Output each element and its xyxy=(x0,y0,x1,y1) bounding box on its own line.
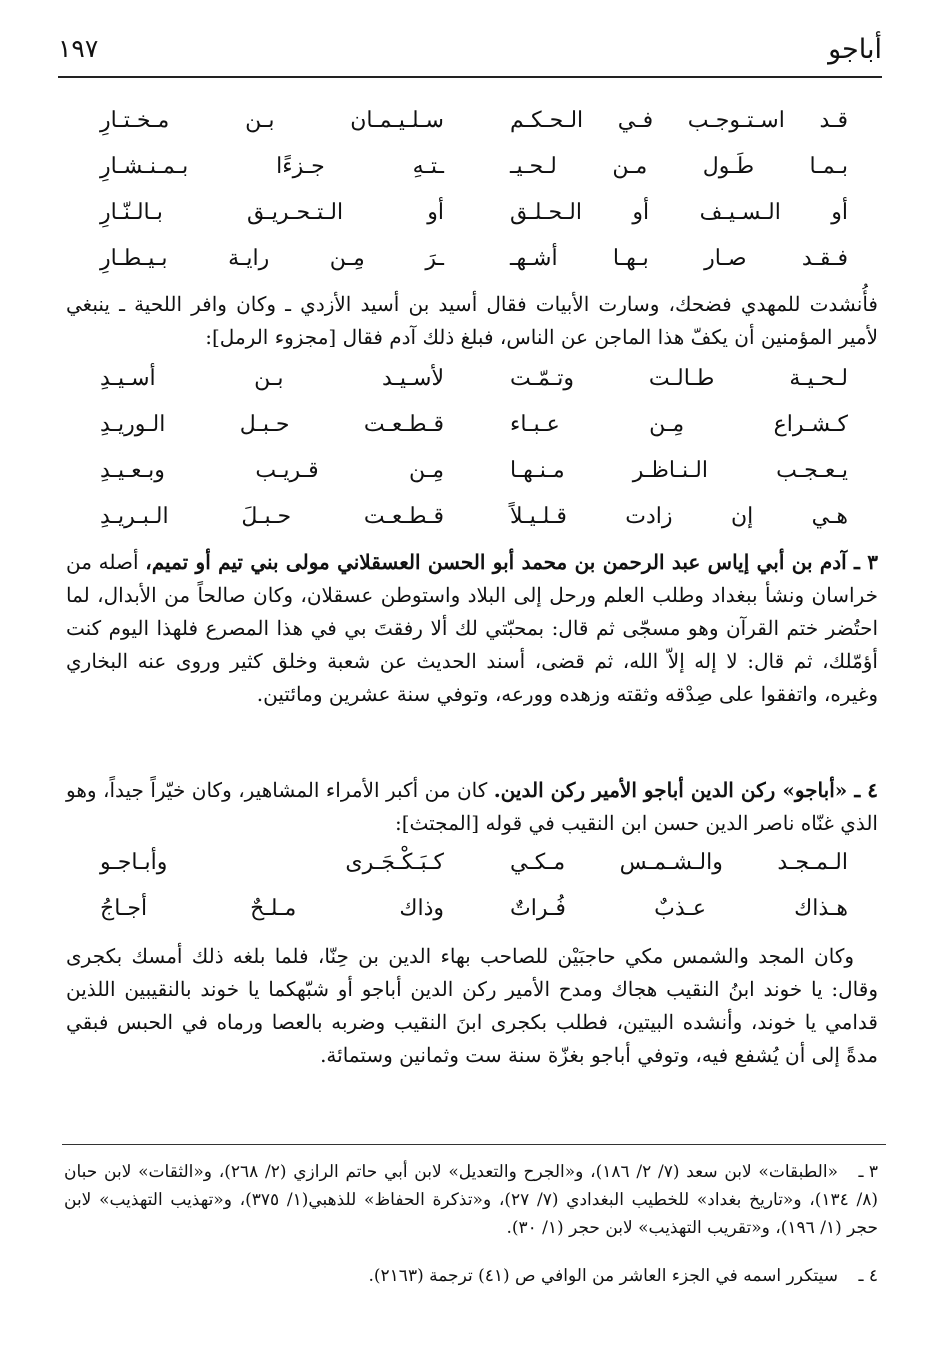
footnote-separator xyxy=(62,1144,886,1145)
entry-4 xyxy=(66,774,878,840)
verse-first-hemistich: هـذاك عـذبٌ فُـراتٌ xyxy=(510,896,848,921)
entry-3 xyxy=(66,546,878,711)
poem-block-2 xyxy=(100,366,848,550)
verse-line xyxy=(100,200,848,246)
footnote-number: ٣ ـ xyxy=(858,1162,878,1182)
footnote-text: «الطبقات» لابن سعد (٧/ ٢/ ١٨٦)، و«الجرح والتعديل» لابن أبي حاتم الرازي (٢/ ٢٦٨)، و«الثقات» لابن حبان (٨/ ١٣٤)، و«تاريخ بغداد» للخطيب البغدادي (٧/ ٢٧)، و«تذكرة الحفاظ» للذهبي(١/ ٣٧٥)، و«تهذيب التهذيب» لابن حجر (١/ ١٩٦)، و«تقريب التهذيب» لابن حجر (١/ ٣٠). xyxy=(64,1162,878,1238)
verse-second-hemistich: ـرَ مِـن رايـة بـيـطـارِ xyxy=(100,246,444,271)
verse-line xyxy=(100,246,848,292)
verse-first-hemistich: يـعـجـب الـنـاظـر مـنـهـا xyxy=(510,458,848,483)
verse-line xyxy=(100,896,848,942)
verse-second-hemistich: وذاك مـلـحٌ أجـاجُ xyxy=(100,896,444,921)
footnote-4 xyxy=(64,1262,878,1290)
paragraph-story: وكان المجد والشمس مكي حاجبَيْن للصاحب بهاء الدين بن حِنّا، فلما بلغه ذلك أمسك بكجرى وقال: يا خوند ابنُ النقيب هجاك ومدح الأمير ركن الدين أباجو أو شبّهكما يا خوند بالنقيبين اللذين قدامي يا خوند، وأنشده البيتين، فطلب بكجرى ابنَ النقيب وضربه بالعصا ورماه في الحبس فبقي مدةً إلى أن يُشفع فيه، وتوفي أباجو بغزّة سنة ست وثمانين وستمائة. xyxy=(66,944,878,1067)
verse-second-hemistich: كـبَـكْـجَـرى وأبـاجـو xyxy=(100,850,444,875)
verse-first-hemistich: الـمـجـد والـشـمـس مـكـي xyxy=(510,850,848,875)
verse-first-hemistich: أو الـسـيـف أو الـحـلـق xyxy=(510,200,848,225)
verse-second-hemistich: ـتـهِ جـزءًا بـمـنـشـارِ xyxy=(100,154,444,179)
verse-line xyxy=(100,412,848,458)
verse-line xyxy=(100,850,848,896)
verse-first-hemistich: هـي إن زادت قـلـيـلاً xyxy=(510,504,848,529)
verse-line xyxy=(100,458,848,504)
verse-first-hemistich: كـشـراع مِـن عـبـاء xyxy=(510,412,848,437)
entry-4-body: كان من أكبر الأمراء المشاهير، وكان خيّراً جيداً، وهو الذي غنّاه ناصر الدين حسن ابن النقيب في قوله [المجتث]: xyxy=(66,778,878,835)
entry-4-heading: ٤ ـ «أباجو» ركن الدين أباجو الأمير ركن الدين. xyxy=(493,778,878,802)
page-number: ١٩٧ xyxy=(58,34,99,63)
verse-line xyxy=(100,504,848,550)
page-header xyxy=(58,28,882,72)
verse-second-hemistich: سـلـيـمـان بـن مـخـتـارِ xyxy=(100,108,444,133)
verse-first-hemistich: قـد اسـتـوجـب فـي الـحـكـم xyxy=(510,108,848,133)
verse-second-hemistich: مِـن قـريـب وبـعـيـدِ xyxy=(100,458,444,483)
verse-line xyxy=(100,154,848,200)
verse-line xyxy=(100,108,848,154)
entry-3-body: أصله من خراسان ونشأ ببغداد وطلب العلم ورحل إلى البلاد واستوطن عسقلان، وكان صالحاً من الأبدال، لما احتُضر ختم القرآن وهو مسجّى ثم قال: بمحبّتي لك ألا رفقتَ بي في هذا المصرع فلهذا اليوم كنت أؤمّلك، ثم قال: لا إله إلاّ الله، ثم قضى، أسند الحديث عن شعبة وخلق كثير وروى عنه البخاري وغيره، واتفقوا على صِدْقه وثقته وزهده وورعه، وتوفي سنة عشرين ومائتين. xyxy=(66,550,878,706)
footnote-text: سيتكرر اسمه في الجزء العاشر من الوافي ص (٤١) ترجمة (٢١٦٣). xyxy=(368,1266,838,1286)
verse-second-hemistich: لأسـيـد بـن أسـيـدِ xyxy=(100,366,444,391)
verse-second-hemistich: قـطـعـت حـبـل الـوريـدِ xyxy=(100,412,444,437)
verse-first-hemistich: فـقـد صـار بـهـا أشـهـ xyxy=(510,246,848,271)
footnote-3 xyxy=(64,1158,878,1242)
paragraph-anecdote: فأُنشدت للمهدي فضحك، وسارت الأبيات فقال أسيد بن أسيد الأزدي ـ وكان وافر اللحية ـ ينبغي لأمير المؤمنين أن يكفّ هذا الماجن عن الناس، فبلغ ذلك آدم فقال [مجزوء الرمل]: xyxy=(66,292,878,349)
poem-block-1 xyxy=(100,108,848,292)
verse-first-hemistich: لـحـيـة طـالـت وتـمّـت xyxy=(510,366,848,391)
entry-3-heading: ٣ ـ آدم بن أبي إياس عبد الرحمن بن محمد أبو الحسن العسقلاني مولى بني تيم أو تميم، xyxy=(145,550,878,574)
verse-second-hemistich: أو الـتـحـريـق بـالـنّـارِ xyxy=(100,200,444,225)
footnote-number: ٤ ـ xyxy=(858,1266,878,1286)
poem-block-3 xyxy=(100,850,848,942)
verse-line xyxy=(100,366,848,412)
verse-second-hemistich: قـطـعـت حـبـلَ الـبـريـدِ xyxy=(100,504,444,529)
verse-first-hemistich: بـمـا طَـول مـن لـحـيـ xyxy=(510,154,848,179)
header-rule xyxy=(58,76,882,78)
running-title: أباجو xyxy=(828,34,882,65)
